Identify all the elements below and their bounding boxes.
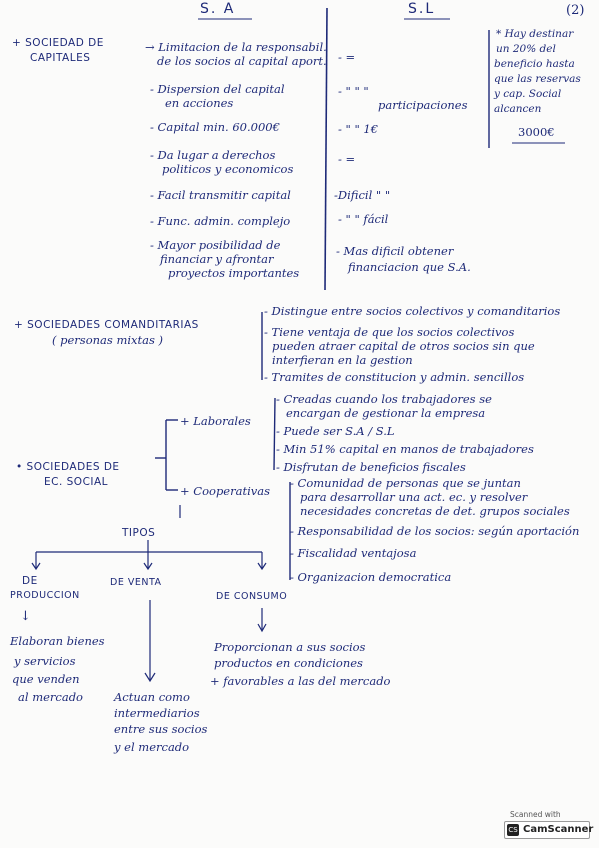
sa-item-7-line-2: financiar y afrontar xyxy=(160,252,274,266)
sl-header: S.L xyxy=(408,1,436,17)
camscanner-logo-icon: CS xyxy=(508,826,518,834)
tipo-venta-desc-3: entre sus socios xyxy=(114,722,208,736)
sl-item-4: - = xyxy=(338,152,356,166)
note-amount: 3000€ xyxy=(518,125,555,139)
page-number: (2) xyxy=(566,3,585,18)
camscanner-watermark xyxy=(500,810,592,840)
camscanner-badge xyxy=(504,821,594,839)
sa-item-1-line-2: de los socios al capital aport. xyxy=(157,54,327,68)
sa-item-3: - Capital min. 60.000€ xyxy=(150,120,280,134)
cooperativas-label: + Cooperativas xyxy=(180,484,271,498)
tipo-produccion-desc-2: y servicios xyxy=(14,654,76,668)
sa-item-1-line-1: → Limitacion de la responsabil. xyxy=(145,40,327,54)
note-line-6: alcancen xyxy=(494,103,542,115)
cooperativas-item-1-line-3: necesidades concretas de det. grupos sociales xyxy=(300,504,570,518)
laborales-item-1-line-2: encargan de gestionar la empresa xyxy=(286,406,486,420)
note-line-3: beneficio hasta xyxy=(494,58,575,70)
tipo-produccion-title-1: DE xyxy=(22,575,38,587)
laborales-item-1-line-1: - Creadas cuando los trabajadores se xyxy=(276,392,492,406)
cooperativas-item-1-line-2: para desarrollar una act. ec. y resolver xyxy=(300,490,528,504)
comanditarias-title-2: ( personas mixtas ) xyxy=(52,333,164,347)
ec-social-title-1: • SOCIEDADES DE xyxy=(16,461,120,473)
sl-item-3: - " " 1€ xyxy=(338,122,379,136)
sl-item-7-line-1: - Mas dificil obtener xyxy=(336,244,454,258)
tipo-produccion-title-2: PRODUCCION xyxy=(10,590,80,601)
laborales-item-2: - Puede ser S.A / S.L xyxy=(276,424,395,438)
sa-header: S. A xyxy=(200,1,236,17)
sl-item-6: - " " fácil xyxy=(338,212,389,226)
comanditarias-item-2-line-1: - Tiene ventaja de que los socios colectivos xyxy=(264,325,515,339)
sl-item-7-line-2: financiacion que S.A. xyxy=(348,260,471,274)
sa-item-5: - Facil transmitir capital xyxy=(150,188,291,202)
cooperativas-item-3: - Fiscalidad ventajosa xyxy=(290,546,417,560)
comanditarias-item-1: - Distingue entre socios colectivos y comanditarios xyxy=(264,304,561,318)
sl-item-1: - = xyxy=(338,50,356,64)
laborales-item-4: - Disfrutan de beneficios fiscales xyxy=(276,460,466,474)
camscanner-text: CamScanner xyxy=(523,824,594,835)
sa-item-2-line-2: en acciones xyxy=(165,96,234,110)
tipo-consumo-desc-2: productos en condiciones xyxy=(214,656,363,670)
sa-item-4-line-2: politicos y economicos xyxy=(162,162,294,176)
tipo-produccion-desc-1: Elaboran bienes xyxy=(10,634,105,648)
comanditarias-item-2-line-2: pueden atraer capital de otros socios sin que xyxy=(272,339,535,353)
sl-item-5: -Dificil " " xyxy=(334,188,391,202)
scanned-with-text: Scanned with xyxy=(510,810,561,819)
comanditarias-item-3: - Tramites de constitucion y admin. sencillos xyxy=(264,370,525,384)
note-line-1: * Hay destinar xyxy=(496,28,574,40)
tipos-label: TIPOS xyxy=(122,527,156,539)
tipo-produccion-arrow: ↓ xyxy=(20,609,31,624)
sa-item-6: - Func. admin. complejo xyxy=(150,214,291,228)
tipo-venta-title: DE VENTA xyxy=(110,577,162,588)
comanditarias-title-1: + SOCIEDADES COMANDITARIAS xyxy=(14,319,199,331)
sa-item-2-line-1: - Dispersion del capital xyxy=(150,82,285,96)
tipo-consumo-desc-1: Proporcionan a sus socios xyxy=(214,640,366,654)
laborales-label: + Laborales xyxy=(180,414,251,428)
tipo-consumo-title: DE CONSUMO xyxy=(216,591,288,602)
tipo-venta-desc-2: intermediarios xyxy=(114,706,200,720)
tipo-consumo-desc-3: + favorables a las del mercado xyxy=(210,674,391,688)
tipo-produccion-desc-4: al mercado xyxy=(18,690,83,704)
sa-item-4-line-1: - Da lugar a derechos xyxy=(150,148,276,162)
capitales-title-1: + SOCIEDAD DE xyxy=(12,37,104,49)
ec-social-title-2: EC. SOCIAL xyxy=(44,476,109,488)
cooperativas-item-1-line-1: - Comunidad de personas que se juntan xyxy=(290,476,521,490)
capitales-title-2: CAPITALES xyxy=(30,52,91,64)
note-line-2: un 20% del xyxy=(496,43,556,55)
tipo-venta-desc-4: y el mercado xyxy=(114,740,190,754)
note-line-5: y cap. Social xyxy=(494,88,562,100)
tipo-produccion-desc-3: que venden xyxy=(12,672,80,686)
sa-item-7-line-1: - Mayor posibilidad de xyxy=(150,238,281,252)
comanditarias-item-2-line-3: interfieran en la gestion xyxy=(272,353,413,367)
sa-item-7-line-3: proyectos importantes xyxy=(168,266,300,280)
cooperativas-item-4: - Organizacion democratica xyxy=(290,570,452,584)
cooperativas-item-2: - Responsabilidad de los socios: según aportación xyxy=(290,524,580,538)
sl-item-2: - " " " xyxy=(338,84,369,98)
tipo-venta-desc-1: Actuan como xyxy=(114,690,190,704)
laborales-item-3: - Min 51% capital en manos de trabajadores xyxy=(276,442,534,456)
sl-item-2-participaciones: participaciones xyxy=(378,98,468,112)
note-line-4: que las reservas xyxy=(494,73,581,85)
